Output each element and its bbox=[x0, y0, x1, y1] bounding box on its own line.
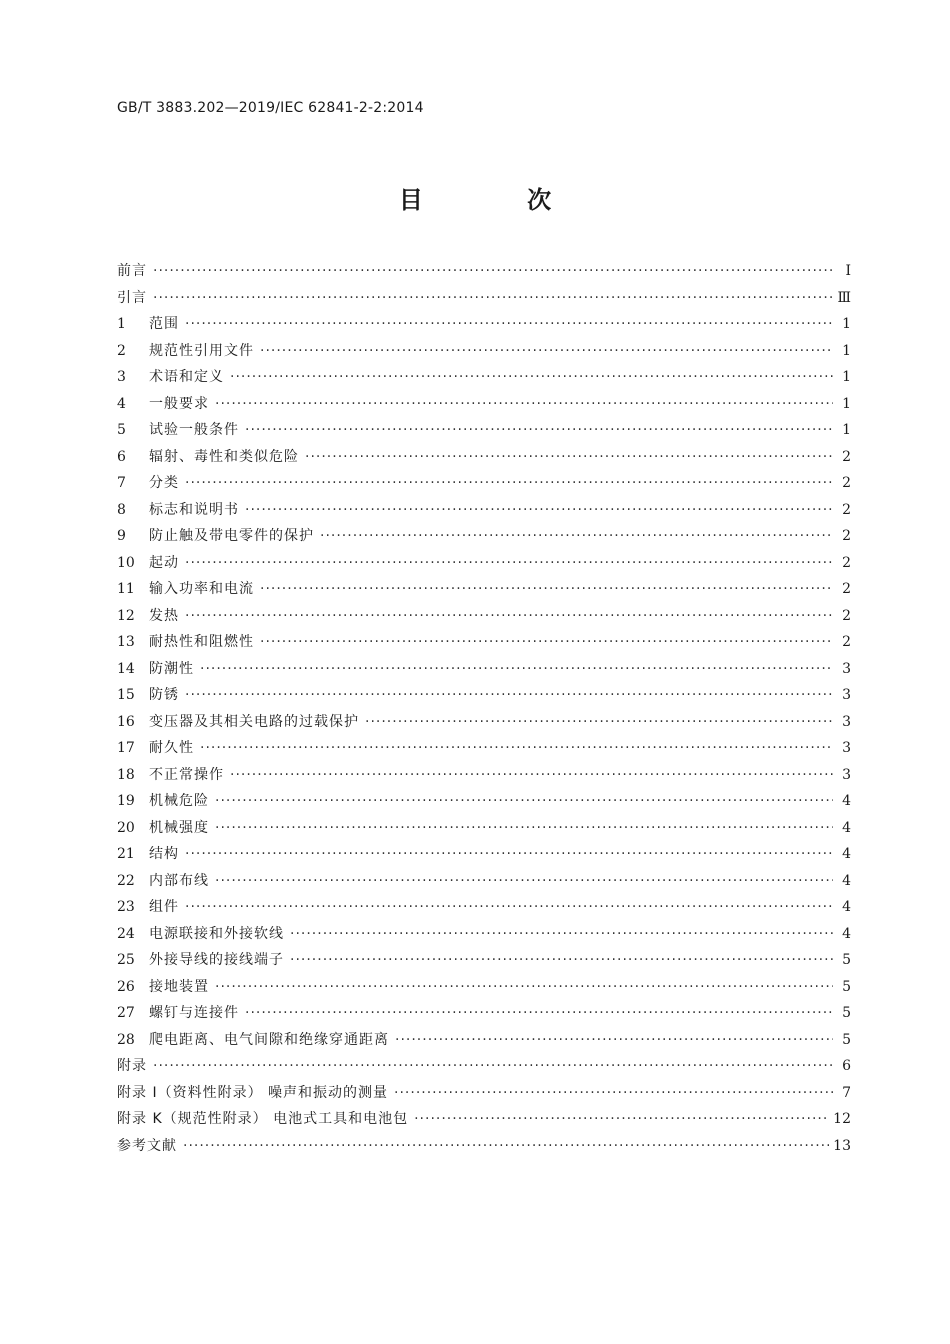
toc-entry-page: 4 bbox=[842, 872, 851, 889]
toc-entry-label: 结构 bbox=[149, 846, 179, 862]
toc-entry-label: 发热 bbox=[149, 607, 179, 624]
toc-entry-number: 2 bbox=[117, 342, 126, 359]
toc-entry-page: 3 bbox=[842, 713, 851, 730]
toc-entry-number: 15 bbox=[117, 687, 135, 703]
standard-number: GB/T 3883.202—2019/IEC 62841-2-2:2014 bbox=[117, 100, 424, 116]
toc-entry[interactable] bbox=[117, 603, 851, 630]
toc-entry-label: 起动 bbox=[149, 554, 179, 571]
toc-entry-label: 电源联接和外接软线 bbox=[149, 925, 284, 942]
toc-entry-label: 试验一般条件 bbox=[149, 422, 239, 438]
toc-dot-leader bbox=[215, 815, 833, 842]
toc-entry-page: 12 bbox=[833, 1111, 851, 1127]
toc-entry-number: 27 bbox=[117, 1005, 135, 1021]
toc-entry-number: 11 bbox=[117, 581, 135, 597]
toc-entry-page: 2 bbox=[842, 554, 851, 571]
toc-entry-label: 标志和说明书 bbox=[149, 501, 239, 518]
toc-entry-number: 14 bbox=[117, 660, 135, 677]
toc-dot-leader bbox=[200, 735, 833, 762]
toc-entry-page: 2 bbox=[842, 607, 851, 624]
toc-entry-page: 4 bbox=[842, 793, 851, 809]
toc-entry[interactable] bbox=[117, 735, 851, 762]
toc-entry-page: 1 bbox=[842, 316, 851, 332]
toc-entry-page: 2 bbox=[842, 448, 851, 465]
toc-entry-page: 1 bbox=[842, 395, 851, 412]
toc-entry[interactable] bbox=[117, 656, 851, 683]
toc-entry-number: 20 bbox=[117, 819, 135, 836]
toc-entry-page: 4 bbox=[842, 899, 851, 915]
toc-entry[interactable] bbox=[117, 258, 851, 285]
toc-entry-number: 23 bbox=[117, 899, 135, 915]
toc-entry-number: 24 bbox=[117, 925, 135, 942]
toc-entry[interactable] bbox=[117, 1000, 851, 1027]
toc-dot-leader bbox=[230, 364, 833, 391]
toc-entry-page: 4 bbox=[842, 925, 851, 942]
toc-dot-leader bbox=[185, 550, 833, 577]
toc-dot-leader bbox=[365, 709, 833, 736]
toc-entry-label: 爬电距离、电气间隙和绝缘穿通距离 bbox=[149, 1031, 389, 1048]
toc-entry-page: 3 bbox=[842, 687, 851, 703]
toc-entry-number: 17 bbox=[117, 740, 135, 756]
toc-entry[interactable] bbox=[117, 1080, 851, 1107]
toc-entry-page: 2 bbox=[842, 634, 851, 650]
toc-entry-number: 28 bbox=[117, 1031, 135, 1048]
toc-dot-leader bbox=[290, 947, 833, 974]
toc-entry-number: 18 bbox=[117, 766, 135, 783]
toc-entry-number: 13 bbox=[117, 634, 135, 650]
toc-entry-label: 耐久性 bbox=[149, 740, 194, 756]
toc-entry[interactable] bbox=[117, 523, 851, 550]
toc-entry-label: 耐热性和阻燃性 bbox=[149, 634, 254, 650]
toc-dot-leader bbox=[153, 258, 833, 285]
toc-entry-page: 4 bbox=[842, 846, 851, 862]
toc-entry-page: 4 bbox=[842, 819, 851, 836]
toc-entry[interactable] bbox=[117, 1053, 851, 1080]
toc-entry-page: 5 bbox=[842, 1031, 851, 1048]
toc-entry[interactable] bbox=[117, 894, 851, 921]
toc-entry-page: Ⅲ bbox=[837, 289, 851, 306]
toc-entry-number: 3 bbox=[117, 369, 126, 385]
toc-entry-label: 附录 I（资料性附录） 噪声和振动的测量 bbox=[117, 1084, 389, 1101]
toc-entry[interactable] bbox=[117, 762, 851, 789]
toc-entry[interactable] bbox=[117, 788, 851, 815]
toc-dot-leader bbox=[230, 762, 833, 789]
toc-entry-number: 12 bbox=[117, 607, 135, 624]
toc-entry-label: 内部布线 bbox=[149, 872, 209, 889]
toc-entry-page: 3 bbox=[842, 660, 851, 677]
toc-entry[interactable] bbox=[117, 285, 851, 312]
toc-dot-leader bbox=[153, 1053, 833, 1080]
table-of-contents bbox=[117, 258, 851, 1159]
toc-dot-leader bbox=[260, 338, 833, 365]
toc-entry-label: 机械危险 bbox=[149, 793, 209, 809]
toc-entry-label: 一般要求 bbox=[149, 395, 209, 412]
toc-entry-label: 输入功率和电流 bbox=[149, 581, 254, 597]
toc-entry-page: 13 bbox=[833, 1137, 851, 1154]
toc-entry-page: 1 bbox=[842, 369, 851, 385]
toc-entry[interactable] bbox=[117, 391, 851, 418]
toc-dot-leader bbox=[185, 894, 833, 921]
toc-entry[interactable] bbox=[117, 974, 851, 1001]
toc-dot-leader bbox=[245, 1000, 833, 1027]
toc-entry[interactable] bbox=[117, 444, 851, 471]
toc-dot-leader bbox=[414, 1106, 829, 1133]
toc-entry-label: 术语和定义 bbox=[149, 369, 224, 385]
toc-entry-label: 范围 bbox=[149, 316, 179, 332]
toc-entry-label: 辐射、毒性和类似危险 bbox=[149, 448, 299, 465]
toc-entry-label: 防锈 bbox=[149, 687, 179, 703]
toc-dot-leader bbox=[290, 921, 833, 948]
toc-entry-label: 防潮性 bbox=[149, 660, 194, 677]
page-title: 目 次 bbox=[398, 186, 600, 214]
toc-entry-page: 2 bbox=[842, 475, 851, 491]
toc-entry-label: 接地装置 bbox=[149, 978, 209, 995]
toc-entry-page: 3 bbox=[842, 740, 851, 756]
toc-entry-page: 1 bbox=[842, 342, 851, 359]
toc-entry-label: 螺钉与连接件 bbox=[149, 1005, 239, 1021]
toc-entry-page: 2 bbox=[842, 581, 851, 597]
toc-entry-label: 变压器及其相关电路的过载保护 bbox=[149, 713, 359, 730]
toc-dot-leader bbox=[260, 576, 833, 603]
toc-entry-label: 机械强度 bbox=[149, 819, 209, 836]
toc-entry-number: 10 bbox=[117, 554, 135, 571]
toc-entry[interactable] bbox=[117, 338, 851, 365]
toc-entry-label: 分类 bbox=[149, 475, 179, 491]
toc-dot-leader bbox=[245, 497, 833, 524]
toc-entry-number: 19 bbox=[117, 793, 135, 809]
toc-dot-leader bbox=[185, 841, 833, 868]
toc-entry-number: 16 bbox=[117, 713, 135, 730]
toc-dot-leader bbox=[394, 1080, 833, 1107]
toc-entry[interactable] bbox=[117, 1133, 851, 1160]
toc-entry[interactable] bbox=[117, 629, 851, 656]
toc-dot-leader bbox=[215, 391, 833, 418]
toc-entry-page: 5 bbox=[842, 1005, 851, 1021]
toc-entry-label: 附录 bbox=[117, 1058, 147, 1074]
toc-dot-leader bbox=[185, 470, 833, 497]
toc-entry[interactable] bbox=[117, 576, 851, 603]
toc-entry-page: 3 bbox=[842, 766, 851, 783]
toc-entry-label: 引言 bbox=[117, 289, 147, 306]
toc-entry-label: 防止触及带电零件的保护 bbox=[149, 528, 314, 544]
toc-entry-page: 6 bbox=[842, 1058, 851, 1074]
toc-entry-page: 5 bbox=[842, 952, 851, 968]
toc-entry-label: 不正常操作 bbox=[149, 766, 224, 783]
toc-dot-leader bbox=[183, 1133, 829, 1160]
toc-entry[interactable] bbox=[117, 497, 851, 524]
toc-dot-leader bbox=[320, 523, 833, 550]
toc-dot-leader bbox=[245, 417, 833, 444]
toc-entry-page: 5 bbox=[842, 978, 851, 995]
toc-entry-number: 4 bbox=[117, 395, 126, 412]
toc-entry-number: 6 bbox=[117, 448, 126, 465]
toc-entry-number: 7 bbox=[117, 475, 126, 491]
toc-entry-label: 前言 bbox=[117, 263, 147, 279]
toc-dot-leader bbox=[185, 311, 833, 338]
toc-entry-page: Ⅰ bbox=[845, 263, 851, 279]
toc-dot-leader bbox=[215, 868, 833, 895]
toc-entry-number: 21 bbox=[117, 846, 135, 862]
toc-dot-leader bbox=[260, 629, 833, 656]
toc-dot-leader bbox=[215, 788, 833, 815]
toc-dot-leader bbox=[200, 656, 833, 683]
toc-entry[interactable] bbox=[117, 815, 851, 842]
toc-dot-leader bbox=[185, 682, 833, 709]
toc-entry[interactable] bbox=[117, 709, 851, 736]
toc-entry-number: 9 bbox=[117, 528, 126, 544]
toc-entry-label: 规范性引用文件 bbox=[149, 342, 254, 359]
toc-entry-label: 参考文献 bbox=[117, 1137, 177, 1154]
toc-entry[interactable] bbox=[117, 470, 851, 497]
toc-entry[interactable] bbox=[117, 921, 851, 948]
toc-entry[interactable] bbox=[117, 550, 851, 577]
toc-entry[interactable] bbox=[117, 1027, 851, 1054]
toc-dot-leader bbox=[153, 285, 833, 312]
toc-entry-number: 25 bbox=[117, 952, 135, 968]
toc-entry-page: 7 bbox=[842, 1084, 851, 1101]
toc-entry[interactable] bbox=[117, 1106, 851, 1133]
toc-entry[interactable] bbox=[117, 364, 851, 391]
toc-entry[interactable] bbox=[117, 868, 851, 895]
toc-dot-leader bbox=[305, 444, 833, 471]
toc-entry-label: 组件 bbox=[149, 899, 179, 915]
toc-entry-number: 1 bbox=[117, 316, 126, 332]
toc-dot-leader bbox=[185, 603, 833, 630]
toc-entry[interactable] bbox=[117, 682, 851, 709]
toc-entry[interactable] bbox=[117, 417, 851, 444]
toc-entry-page: 2 bbox=[842, 528, 851, 544]
toc-entry-number: 5 bbox=[117, 422, 126, 438]
toc-entry-page: 2 bbox=[842, 501, 851, 518]
toc-entry-number: 26 bbox=[117, 978, 135, 995]
toc-entry-number: 22 bbox=[117, 872, 135, 889]
toc-entry[interactable] bbox=[117, 311, 851, 338]
toc-entry-label: 附录 K（规范性附录） 电池式工具和电池包 bbox=[117, 1111, 409, 1127]
toc-entry-number: 8 bbox=[117, 501, 126, 518]
toc-dot-leader bbox=[395, 1027, 833, 1054]
toc-entry[interactable] bbox=[117, 841, 851, 868]
toc-entry-page: 1 bbox=[842, 422, 851, 438]
toc-entry-label: 外接导线的接线端子 bbox=[149, 952, 284, 968]
toc-dot-leader bbox=[215, 974, 833, 1001]
toc-entry[interactable] bbox=[117, 947, 851, 974]
